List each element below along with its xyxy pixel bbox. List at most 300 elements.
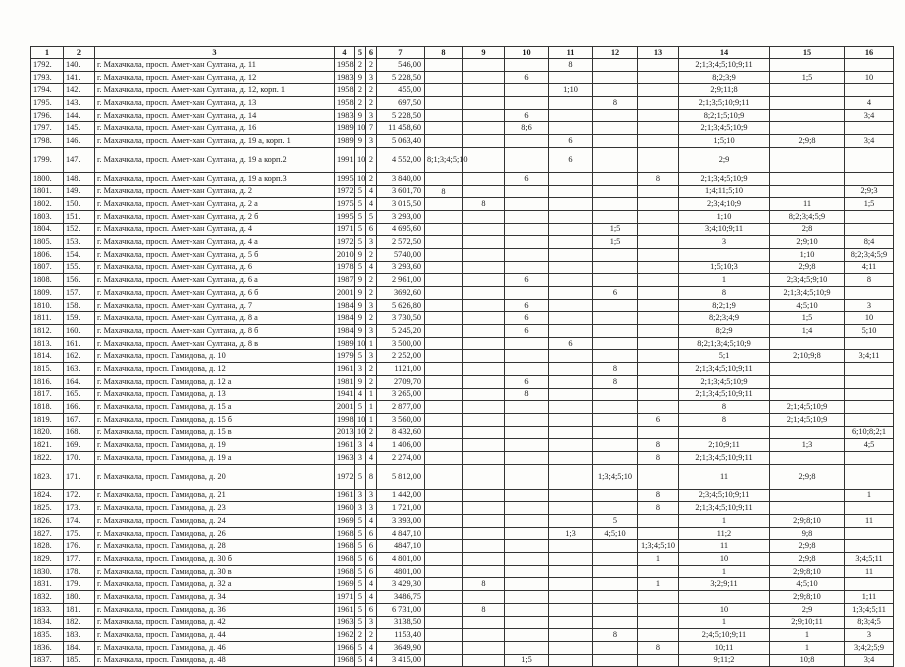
- cell-col-15: [770, 59, 845, 72]
- cell-col-7: 3486,75: [377, 591, 425, 604]
- cell-col-8: [425, 261, 463, 274]
- cell-col-7: 5 228,50: [377, 109, 425, 122]
- cell-col-2: 183.: [64, 629, 95, 642]
- table-row: [31, 591, 894, 604]
- cell-col-8: [425, 350, 463, 363]
- table-row: [31, 210, 894, 223]
- cell-col-14: 3;2;9;11: [679, 578, 770, 591]
- cell-col-16: [845, 287, 894, 300]
- cell-col-8: [425, 439, 463, 452]
- cell-col-2: 141.: [64, 71, 95, 84]
- cell-col-1: 1821.: [31, 439, 64, 452]
- cell-col-3: г. Махачкала, просп. Амет-хан Султана, д. 6 а: [95, 274, 335, 287]
- cell-col-15: 2;9;8;10: [770, 565, 845, 578]
- cell-col-4: 1989: [335, 122, 355, 135]
- cell-col-4: 1968: [335, 540, 355, 553]
- cell-col-16: [845, 59, 894, 72]
- cell-col-4: 1969: [335, 515, 355, 528]
- cell-col-7: 5740,00: [377, 248, 425, 261]
- cell-col-7: 3692,60: [377, 287, 425, 300]
- cell-col-13: 8: [638, 641, 679, 654]
- cell-col-14: 8;2;3;9: [679, 71, 770, 84]
- cell-col-6: 2: [366, 426, 377, 439]
- cell-col-4: 2013: [335, 426, 355, 439]
- column-header-2: 2: [64, 47, 95, 59]
- cell-col-8: [425, 172, 463, 185]
- cell-col-10: 6: [505, 274, 549, 287]
- cell-col-15: [770, 147, 845, 172]
- cell-col-7: 4847,10: [377, 540, 425, 553]
- cell-col-5: 5: [355, 198, 366, 211]
- cell-col-12: [593, 350, 638, 363]
- cell-col-2: 181.: [64, 603, 95, 616]
- cell-col-3: г. Махачкала, просп. Амет-хан Султана, д. 6 б: [95, 287, 335, 300]
- table-row: [31, 337, 894, 350]
- cell-col-1: 1817.: [31, 388, 64, 401]
- cell-col-16: 3;4;11: [845, 350, 894, 363]
- cell-col-3: г. Махачкала, просп. Гамидова, д. 24: [95, 515, 335, 528]
- cell-col-16: 11: [845, 515, 894, 528]
- cell-col-15: 2;8: [770, 223, 845, 236]
- cell-col-5: 5: [355, 223, 366, 236]
- cell-col-1: 1820.: [31, 426, 64, 439]
- cell-col-13: [638, 248, 679, 261]
- cell-col-3: г. Махачкала, просп. Амет-хан Султана, д. 12: [95, 71, 335, 84]
- cell-col-15: 1;5: [770, 71, 845, 84]
- table-row: [31, 299, 894, 312]
- table-row: [31, 312, 894, 325]
- cell-col-14: [679, 248, 770, 261]
- cell-col-8: [425, 515, 463, 528]
- cell-col-7: 2 274,00: [377, 451, 425, 464]
- cell-col-3: г. Махачкала, просп. Амет-хан Султана, д. 14: [95, 109, 335, 122]
- cell-col-8: [425, 375, 463, 388]
- cell-col-9: [463, 325, 505, 338]
- column-header-5: 5: [355, 47, 366, 59]
- cell-col-3: г. Махачкала, просп. Гамидова, д. 36: [95, 603, 335, 616]
- cell-col-6: 1: [366, 413, 377, 426]
- cell-col-16: 3: [845, 299, 894, 312]
- cell-col-7: 697,50: [377, 97, 425, 110]
- cell-col-7: 5 812,00: [377, 464, 425, 489]
- table-row: [31, 135, 894, 148]
- cell-col-4: 1972: [335, 236, 355, 249]
- cell-col-7: 8 432,60: [377, 426, 425, 439]
- cell-col-4: 1968: [335, 527, 355, 540]
- cell-col-15: [770, 185, 845, 198]
- cell-col-4: 1981: [335, 375, 355, 388]
- cell-col-4: 1989: [335, 337, 355, 350]
- cell-col-3: г. Махачкала, просп. Гамидова, д. 19 а: [95, 451, 335, 464]
- table-row: [31, 350, 894, 363]
- cell-col-5: 2: [355, 629, 366, 642]
- cell-col-8: [425, 603, 463, 616]
- cell-col-5: 10: [355, 172, 366, 185]
- cell-col-14: 5;1: [679, 350, 770, 363]
- cell-col-11: 1;10: [549, 84, 593, 97]
- cell-col-8: [425, 198, 463, 211]
- cell-col-2: 158.: [64, 299, 95, 312]
- cell-col-13: [638, 135, 679, 148]
- cell-col-6: 6: [366, 553, 377, 566]
- cell-col-11: [549, 578, 593, 591]
- cell-col-8: [425, 553, 463, 566]
- cell-col-12: 1;3;4;5;10: [593, 464, 638, 489]
- cell-col-9: [463, 515, 505, 528]
- cell-col-6: 6: [366, 565, 377, 578]
- cell-col-15: 2;9;8;10: [770, 591, 845, 604]
- cell-col-8: [425, 135, 463, 148]
- cell-col-8: [425, 109, 463, 122]
- cell-col-12: [593, 451, 638, 464]
- cell-col-1: 1831.: [31, 578, 64, 591]
- cell-col-15: 8;2;3;4;5;9: [770, 210, 845, 223]
- cell-col-2: 151.: [64, 210, 95, 223]
- cell-col-14: 2;4;5;10;9;11: [679, 629, 770, 642]
- cell-col-6: 3: [366, 109, 377, 122]
- cell-col-10: 6: [505, 71, 549, 84]
- column-header-9: 9: [463, 47, 505, 59]
- cell-col-16: [845, 502, 894, 515]
- cell-col-2: 150.: [64, 198, 95, 211]
- cell-col-12: [593, 388, 638, 401]
- cell-col-12: [593, 426, 638, 439]
- cell-col-11: [549, 515, 593, 528]
- cell-col-12: [593, 325, 638, 338]
- cell-col-1: 1792.: [31, 59, 64, 72]
- cell-col-10: [505, 439, 549, 452]
- table-row: [31, 451, 894, 464]
- cell-col-1: 1829.: [31, 553, 64, 566]
- cell-col-2: 148.: [64, 172, 95, 185]
- cell-col-1: 1815.: [31, 363, 64, 376]
- cell-col-6: 2: [366, 629, 377, 642]
- cell-col-8: [425, 84, 463, 97]
- cell-col-6: 3: [366, 236, 377, 249]
- cell-col-2: 147.: [64, 147, 95, 172]
- cell-col-6: 4: [366, 261, 377, 274]
- cell-col-10: 6: [505, 299, 549, 312]
- column-header-1: 1: [31, 47, 64, 59]
- table-row: [31, 616, 894, 629]
- cell-col-14: 1: [679, 616, 770, 629]
- cell-col-13: [638, 388, 679, 401]
- table-row: [31, 198, 894, 211]
- cell-col-13: [638, 616, 679, 629]
- table-row: [31, 641, 894, 654]
- cell-col-1: 1833.: [31, 603, 64, 616]
- cell-col-1: 1808.: [31, 274, 64, 287]
- cell-col-7: 4 552,00: [377, 147, 425, 172]
- cell-col-12: [593, 540, 638, 553]
- cell-col-9: [463, 109, 505, 122]
- cell-col-4: 1972: [335, 185, 355, 198]
- column-header-6: 6: [366, 47, 377, 59]
- cell-col-16: 8;4: [845, 236, 894, 249]
- cell-col-3: г. Махачкала, просп. Гамидова, д. 30 в: [95, 565, 335, 578]
- cell-col-10: [505, 84, 549, 97]
- cell-col-11: [549, 97, 593, 110]
- cell-col-6: 3: [366, 502, 377, 515]
- cell-col-8: [425, 299, 463, 312]
- cell-col-6: 4: [366, 591, 377, 604]
- cell-col-4: 1989: [335, 135, 355, 148]
- cell-col-9: [463, 464, 505, 489]
- cell-col-16: 3;4;5;11: [845, 553, 894, 566]
- cell-col-9: [463, 84, 505, 97]
- cell-col-14: 8;2;1;3;4;5;10;9: [679, 337, 770, 350]
- cell-col-11: [549, 312, 593, 325]
- cell-col-5: 5: [355, 210, 366, 223]
- cell-col-1: 1800.: [31, 172, 64, 185]
- cell-col-9: [463, 223, 505, 236]
- cell-col-1: 1811.: [31, 312, 64, 325]
- cell-col-7: 3 293,00: [377, 210, 425, 223]
- cell-col-12: 4;5;10: [593, 527, 638, 540]
- cell-col-9: [463, 565, 505, 578]
- cell-col-16: 1;11: [845, 591, 894, 604]
- cell-col-9: 8: [463, 603, 505, 616]
- cell-col-3: г. Махачкала, просп. Амет-хан Султана, д. 4 а: [95, 236, 335, 249]
- cell-col-15: 2;1;4;5;10;9: [770, 413, 845, 426]
- cell-col-1: 1809.: [31, 287, 64, 300]
- cell-col-16: 8;3;4;5: [845, 616, 894, 629]
- cell-col-2: 156.: [64, 274, 95, 287]
- cell-col-1: 1816.: [31, 375, 64, 388]
- cell-col-15: 11: [770, 198, 845, 211]
- column-header-14: 14: [679, 47, 770, 59]
- cell-col-8: [425, 578, 463, 591]
- cell-col-12: [593, 591, 638, 604]
- cell-col-10: [505, 261, 549, 274]
- cell-col-2: 162.: [64, 350, 95, 363]
- cell-col-14: 8;2;9: [679, 325, 770, 338]
- cell-col-13: [638, 515, 679, 528]
- cell-col-10: [505, 350, 549, 363]
- cell-col-6: 4: [366, 451, 377, 464]
- cell-col-14: 1: [679, 565, 770, 578]
- cell-col-10: [505, 489, 549, 502]
- cell-col-13: [638, 629, 679, 642]
- cell-col-9: [463, 553, 505, 566]
- cell-col-7: 3 393,00: [377, 515, 425, 528]
- table-row: [31, 248, 894, 261]
- cell-col-9: [463, 413, 505, 426]
- cell-col-15: [770, 109, 845, 122]
- cell-col-13: [638, 147, 679, 172]
- cell-col-9: [463, 147, 505, 172]
- cell-col-4: 1968: [335, 565, 355, 578]
- cell-col-16: 8: [845, 274, 894, 287]
- cell-col-11: [549, 375, 593, 388]
- cell-col-3: г. Махачкала, просп. Гамидова, д. 48: [95, 654, 335, 667]
- cell-col-16: 4: [845, 97, 894, 110]
- cell-col-15: 2;1;3;4;5;10;9: [770, 287, 845, 300]
- cell-col-2: 180.: [64, 591, 95, 604]
- cell-col-2: 184.: [64, 641, 95, 654]
- cell-col-10: [505, 413, 549, 426]
- table-row: [31, 59, 894, 72]
- cell-col-5: 9: [355, 375, 366, 388]
- cell-col-16: 3;4: [845, 135, 894, 148]
- cell-col-8: 8: [425, 185, 463, 198]
- cell-col-10: [505, 287, 549, 300]
- cell-col-8: [425, 527, 463, 540]
- cell-col-10: [505, 515, 549, 528]
- cell-col-6: 4: [366, 185, 377, 198]
- cell-col-15: [770, 388, 845, 401]
- cell-col-10: [505, 565, 549, 578]
- cell-col-14: 1;4;11;5;10: [679, 185, 770, 198]
- cell-col-16: 3;4;2;5;9: [845, 641, 894, 654]
- cell-col-4: 1984: [335, 299, 355, 312]
- cell-col-10: 6: [505, 375, 549, 388]
- cell-col-11: [549, 261, 593, 274]
- cell-col-8: [425, 210, 463, 223]
- cell-col-16: [845, 527, 894, 540]
- cell-col-14: 3;4;10;9;11: [679, 223, 770, 236]
- cell-col-6: 4: [366, 654, 377, 667]
- cell-col-12: [593, 401, 638, 414]
- cell-col-14: 1;5;10: [679, 135, 770, 148]
- cell-col-13: [638, 312, 679, 325]
- cell-col-16: [845, 172, 894, 185]
- cell-col-16: 3;4: [845, 654, 894, 667]
- cell-col-3: г. Махачкала, просп. Амет-хан Султана, д. 4: [95, 223, 335, 236]
- cell-col-5: 2: [355, 59, 366, 72]
- cell-col-14: [679, 426, 770, 439]
- cell-col-14: 2;1;3;4;5;10;9: [679, 122, 770, 135]
- cell-col-6: 3: [366, 325, 377, 338]
- cell-col-8: [425, 122, 463, 135]
- cell-col-12: [593, 198, 638, 211]
- cell-col-11: 8: [549, 59, 593, 72]
- cell-col-7: 3 429,30: [377, 578, 425, 591]
- cell-col-5: 5: [355, 603, 366, 616]
- cell-col-9: [463, 654, 505, 667]
- cell-col-11: [549, 287, 593, 300]
- cell-col-15: 2;1;4;5;10;9: [770, 401, 845, 414]
- cell-col-16: [845, 578, 894, 591]
- cell-col-16: 4;11: [845, 261, 894, 274]
- cell-col-15: 2;9;8: [770, 540, 845, 553]
- cell-col-2: 168.: [64, 426, 95, 439]
- cell-col-2: 175.: [64, 527, 95, 540]
- cell-col-12: [593, 603, 638, 616]
- cell-col-3: г. Махачкала, просп. Амет-хан Султана, д. 11: [95, 59, 335, 72]
- cell-col-1: 1798.: [31, 135, 64, 148]
- cell-col-7: 2 877,00: [377, 401, 425, 414]
- cell-col-8: [425, 401, 463, 414]
- cell-col-5: 5: [355, 553, 366, 566]
- cell-col-3: г. Махачкала, просп. Амет-хан Султана, д. 8 а: [95, 312, 335, 325]
- cell-col-12: 8: [593, 363, 638, 376]
- cell-col-10: [505, 603, 549, 616]
- cell-col-16: [845, 84, 894, 97]
- cell-col-14: 2;1;3;4;5;10;9;11: [679, 388, 770, 401]
- cell-col-3: г. Махачкала, просп. Амет-хан Султана, д. 2 б: [95, 210, 335, 223]
- cell-col-15: 2;9;10;11: [770, 616, 845, 629]
- cell-col-14: 11: [679, 540, 770, 553]
- cell-col-7: 4 695,60: [377, 223, 425, 236]
- cell-col-13: [638, 287, 679, 300]
- cell-col-10: [505, 426, 549, 439]
- cell-col-10: [505, 591, 549, 604]
- cell-col-8: [425, 337, 463, 350]
- header-row: [31, 47, 894, 59]
- cell-col-8: [425, 236, 463, 249]
- cell-col-10: [505, 578, 549, 591]
- cell-col-11: [549, 248, 593, 261]
- cell-col-9: [463, 502, 505, 515]
- cell-col-11: [549, 350, 593, 363]
- cell-col-8: [425, 388, 463, 401]
- cell-col-7: 2709,70: [377, 375, 425, 388]
- cell-col-7: 546,00: [377, 59, 425, 72]
- cell-col-8: [425, 489, 463, 502]
- column-header-11: 11: [549, 47, 593, 59]
- cell-col-4: 1998: [335, 413, 355, 426]
- cell-col-14: 8;2;1;9: [679, 299, 770, 312]
- cell-col-1: 1797.: [31, 122, 64, 135]
- table-row: [31, 603, 894, 616]
- cell-col-2: 145.: [64, 122, 95, 135]
- cell-col-12: [593, 122, 638, 135]
- cell-col-10: [505, 451, 549, 464]
- cell-col-15: 2;9;8;10: [770, 515, 845, 528]
- cell-col-9: [463, 591, 505, 604]
- cell-col-8: [425, 223, 463, 236]
- table-row: [31, 654, 894, 667]
- cell-col-12: [593, 274, 638, 287]
- cell-col-11: [549, 451, 593, 464]
- cell-col-2: 152.: [64, 223, 95, 236]
- cell-col-14: 8;2;3;4;9: [679, 312, 770, 325]
- cell-col-3: г. Махачкала, просп. Гамидова, д. 32 а: [95, 578, 335, 591]
- table-row: [31, 287, 894, 300]
- cell-col-7: 4801,00: [377, 565, 425, 578]
- cell-col-6: 3: [366, 299, 377, 312]
- cell-col-1: 1802.: [31, 198, 64, 211]
- cell-col-4: 1958: [335, 97, 355, 110]
- cell-col-8: [425, 97, 463, 110]
- cell-col-6: 4: [366, 578, 377, 591]
- cell-col-8: [425, 591, 463, 604]
- cell-col-5: 9: [355, 312, 366, 325]
- cell-col-6: 2: [366, 248, 377, 261]
- cell-col-11: [549, 464, 593, 489]
- cell-col-5: 5: [355, 527, 366, 540]
- cell-col-7: 5 626,80: [377, 299, 425, 312]
- table-row: [31, 413, 894, 426]
- cell-col-12: 1;5: [593, 223, 638, 236]
- cell-col-1: 1810.: [31, 299, 64, 312]
- cell-col-3: г. Махачкала, просп. Амет-хан Султана, д. 5 б: [95, 248, 335, 261]
- table-row: [31, 97, 894, 110]
- cell-col-2: 161.: [64, 337, 95, 350]
- cell-col-13: [638, 591, 679, 604]
- cell-col-1: 1828.: [31, 540, 64, 553]
- cell-col-11: [549, 198, 593, 211]
- cell-col-4: 1958: [335, 59, 355, 72]
- cell-col-12: [593, 654, 638, 667]
- cell-col-2: 160.: [64, 325, 95, 338]
- cell-col-9: [463, 236, 505, 249]
- cell-col-1: 1807.: [31, 261, 64, 274]
- table-row: [31, 274, 894, 287]
- cell-col-10: [505, 223, 549, 236]
- cell-col-2: 142.: [64, 84, 95, 97]
